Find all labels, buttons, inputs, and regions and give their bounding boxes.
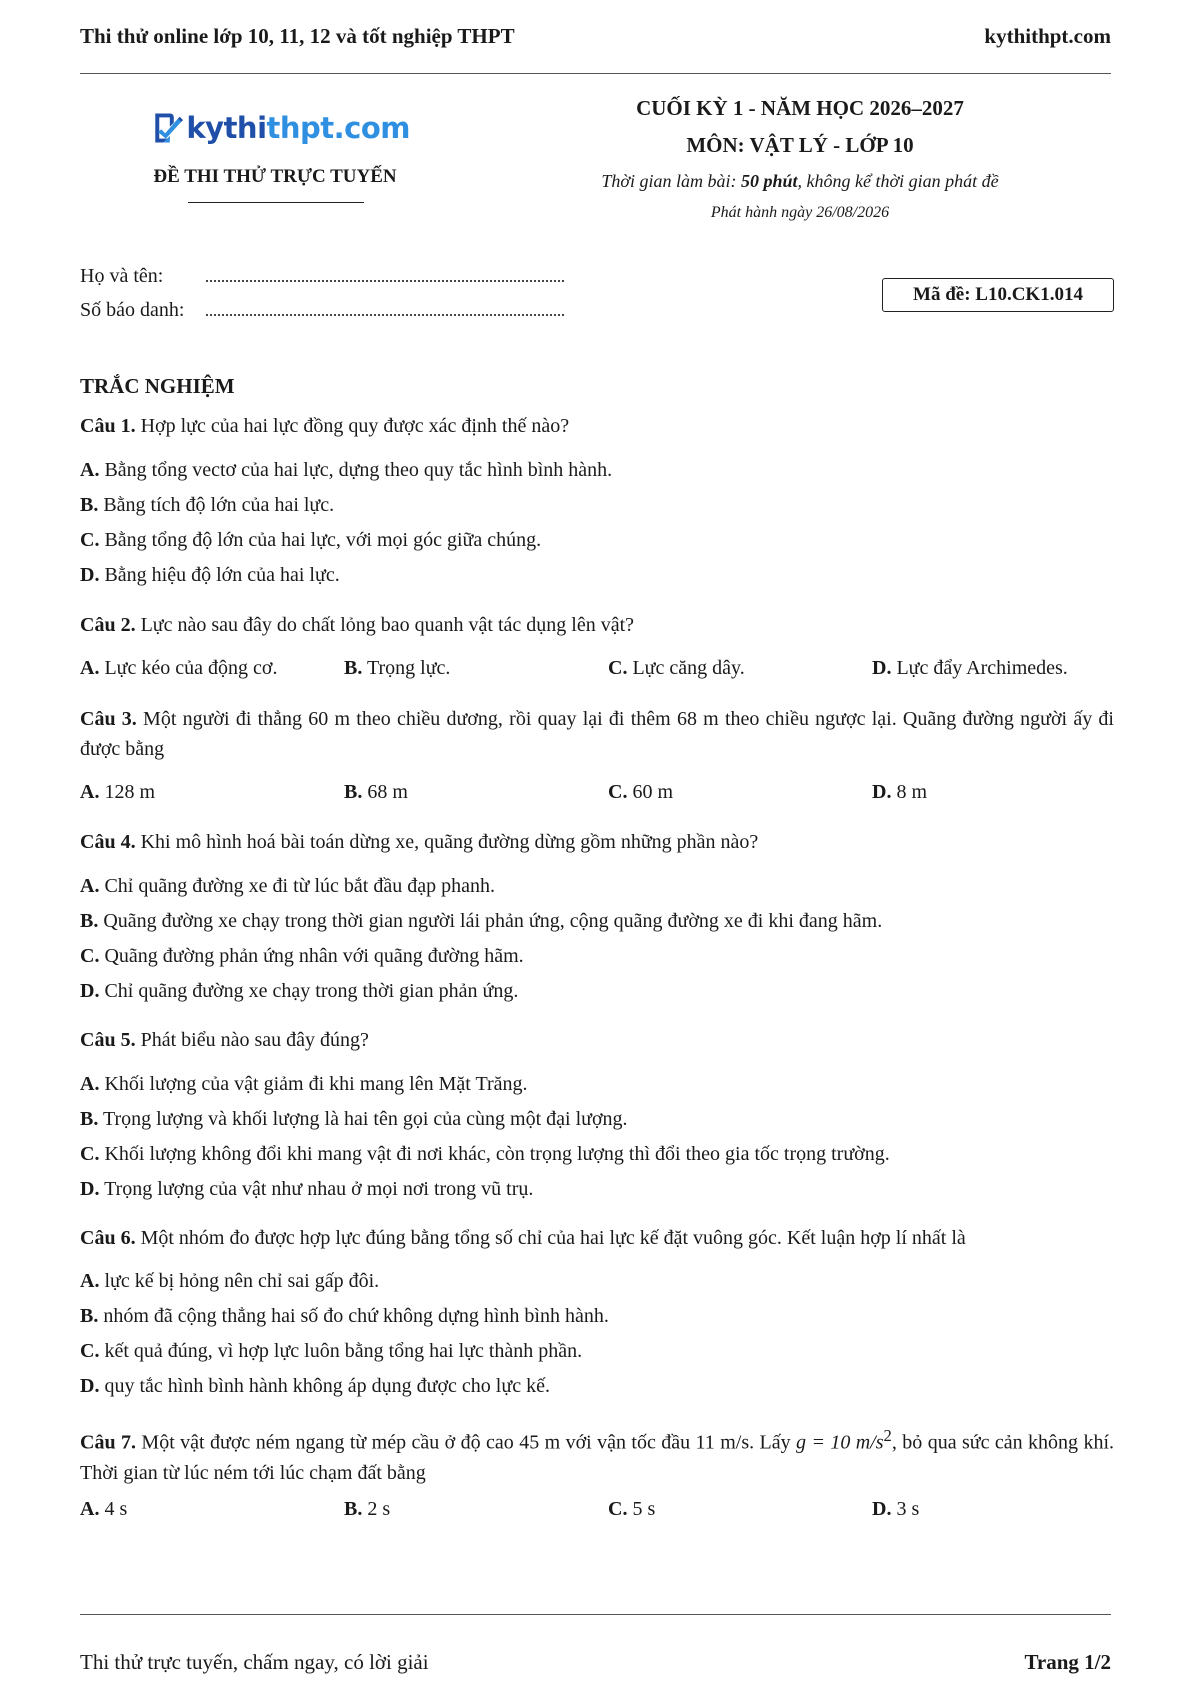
option-6c[interactable]: C. kết quả đúng, vì hợp lực luôn bằng tổng hai lực thành phần. [80,1340,583,1362]
option-2c[interactable]: C. Lực căng dây. [608,657,745,679]
option-6a[interactable]: A. lực kế bị hỏng nên chỉ sai gấp đôi. [80,1270,380,1292]
release-date: Phát hành ngày 26/08/2026 [710,204,890,221]
option-1d[interactable]: D. Bằng hiệu độ lớn của hai lực. [80,564,340,586]
header-site-link[interactable]: kythithpt.com [984,24,1111,48]
exam-subject: MÔN: VẬT LÝ - LỚP 10 [686,133,914,157]
footer-divider [80,1614,1111,1615]
option-5b[interactable]: B. Trọng lượng và khối lượng là hai tên gọi của cùng một đại lượng. [80,1108,628,1130]
site-logo[interactable] [150,100,410,156]
question-4: Câu 4. Khi mô hình hoá bài toán dừng xe, quãng đường dừng gồm những phần nào? [80,831,759,853]
option-7a[interactable]: A. 4 s [80,1498,128,1520]
exam-duration: Thời gian làm bài: 50 phút, không kể thời gian phát đề [601,171,999,191]
option-7d[interactable]: D. 3 s [872,1498,920,1520]
name-field[interactable] [80,265,564,288]
option-1b[interactable]: B. Bằng tích độ lớn của hai lực. [80,494,335,516]
option-7c[interactable]: C. 5 s [608,1498,656,1520]
question-1: Câu 1. Hợp lực của hai lực đồng quy được xác định thế nào? [80,415,570,437]
option-4d[interactable]: D. Chỉ quãng đường xe chạy trong thời gian phản ứng. [80,980,519,1002]
option-3a[interactable]: A. 128 m [80,781,156,803]
exam-title: CUỐI KỲ 1 - NĂM HỌC 2026–2027 [636,96,964,120]
pen-document-icon [150,100,184,156]
option-5d[interactable]: D. Trọng lượng của vật như nhau ở mọi nơi trong vũ trụ. [80,1178,534,1200]
name-blank[interactable] [206,268,564,282]
option-6b[interactable]: B. nhóm đã cộng thẳng hai số đo chứ không dựng hình bình hành. [80,1305,609,1327]
id-field[interactable] [80,299,564,322]
question-5: Câu 5. Phát biểu nào sau đây đúng? [80,1029,369,1051]
question-7: Câu 7. Một vật được ném ngang từ mép cầu ở độ cao 45 m với vận tốc đầu 11 m/s. Lấy g = 10 $m/s^2$, bỏ qua sức cản không khí. Thời gian từ lúc ném tới lúc chạm đất bằng [80,1426,1115,1484]
option-7b[interactable]: B. 2 s [344,1498,391,1520]
question-3: Câu 3. Một người đi thẳng 60 m theo chiều dương, rồi quay lại đi thêm 68 m theo chiều ngược lại. Quãng đường người ấy đi được bằng [80,708,1114,760]
logo-wordmark: kythithpt.com [186,111,410,145]
subtitle-underline [188,202,364,203]
exam-subtitle: ĐỀ THI THỬ TRỰC TUYẾN [153,166,397,187]
option-4b[interactable]: B. Quãng đường xe chạy trong thời gian người lái phản ứng, cộng quãng đường xe đi khi đang hãm. [80,910,883,932]
option-1c[interactable]: C. Bằng tổng độ lớn của hai lực, với mọi góc giữa chúng. [80,529,542,551]
option-3d[interactable]: D. 8 m [872,781,928,803]
option-4c[interactable]: C. Quãng đường phản ứng nhân với quãng đường hãm. [80,945,524,967]
name-label: Họ và tên: [80,265,164,287]
id-blank[interactable] [206,302,564,316]
question-6: Câu 6. Một nhóm đo được hợp lực đúng bằng tổng số chỉ của hai lực kế đặt vuông góc. Kết luận hợp lí nhất là [80,1227,966,1249]
option-3c[interactable]: C. 60 m [608,781,674,803]
option-4a[interactable]: A. Chỉ quãng đường xe đi từ lúc bắt đầu đạp phanh. [80,875,495,897]
option-2b[interactable]: B. Trọng lực. [344,657,451,679]
header-divider [80,73,1111,74]
option-2a[interactable]: A. Lực kéo của động cơ. [80,657,278,679]
page-number: Trang 1/2 [1024,1650,1111,1674]
gravity-formula: g = 10 m/s [796,1431,884,1454]
option-2d[interactable]: D. Lực đẩy Archimedes. [872,657,1068,679]
option-6d[interactable]: D. quy tắc hình bình hành không áp dụng được cho lực kế. [80,1375,550,1397]
exam-code-box: Mã đề: L10.CK1.014 [882,278,1114,312]
option-1a[interactable]: A. Bằng tổng vectơ của hai lực, dựng theo quy tắc hình bình hành. [80,459,613,481]
id-label: Số báo danh: [80,299,185,321]
option-3b[interactable]: B. 68 m [344,781,408,803]
footer-tagline: Thi thử trực tuyến, chấm ngay, có lời giải [80,1650,429,1674]
section-title: TRẮC NGHIỆM [80,374,235,398]
option-5c[interactable]: C. Khối lượng không đổi khi mang vật đi nơi khác, còn trọng lượng thì đổi theo gia tốc trọng trường. [80,1143,890,1165]
header-left-text: Thi thử online lớp 10, 11, 12 và tốt nghiệp THPT [80,24,515,48]
option-5a[interactable]: A. Khối lượng của vật giảm đi khi mang lên Mặt Trăng. [80,1073,528,1095]
question-2: Câu 2. Lực nào sau đây do chất lỏng bao quanh vật tác dụng lên vật? [80,614,635,636]
